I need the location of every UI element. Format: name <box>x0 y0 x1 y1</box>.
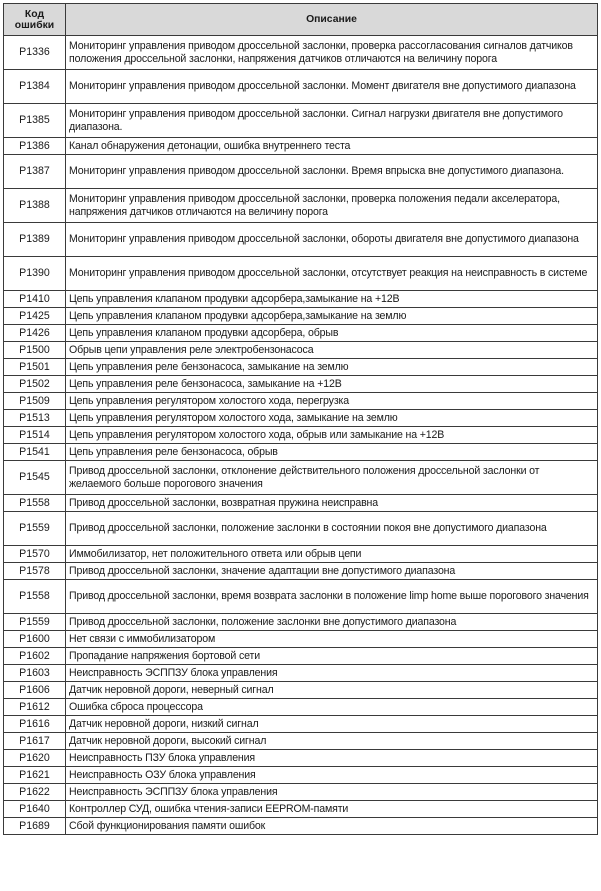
error-code-cell: P1502 <box>4 376 66 393</box>
table-row <box>4 376 598 393</box>
column-header-code-line2: ошибки <box>14 19 55 31</box>
error-description-cell: Обрыв цепи управления реле электробензонасоса <box>66 342 598 359</box>
error-code-cell: P1602 <box>4 648 66 665</box>
table-row <box>4 427 598 444</box>
error-description-cell: Датчик неровной дороги, неверный сигнал <box>66 682 598 699</box>
table-row <box>4 342 598 359</box>
table-row <box>4 665 598 682</box>
table-row <box>4 614 598 631</box>
error-code-cell: P1514 <box>4 427 66 444</box>
error-description-cell: Неисправность ОЗУ блока управления <box>66 767 598 784</box>
table-row <box>4 801 598 818</box>
error-code-cell: P1509 <box>4 393 66 410</box>
error-code-cell: P1501 <box>4 359 66 376</box>
error-description-cell: Мониторинг управления приводом дроссельной заслонки, проверка положения педали акселератора, напряжения датчиков отличаются на величину порога <box>66 189 598 223</box>
table-row <box>4 359 598 376</box>
error-description-cell: Цепь управления реле бензонасоса, обрыв <box>66 444 598 461</box>
error-code-cell: P1616 <box>4 716 66 733</box>
error-code-cell: P1545 <box>4 461 66 495</box>
error-description-cell: Привод дроссельной заслонки, возвратная пружина неисправна <box>66 495 598 512</box>
error-description-cell: Цепь управления реле бензонасоса, замыкание на землю <box>66 359 598 376</box>
error-description-cell: Мониторинг управления приводом дроссельной заслонки. Момент двигателя вне допустимого диапазона <box>66 70 598 104</box>
table-row <box>4 138 598 155</box>
error-description-cell: Сбой функционирования памяти ошибок <box>66 818 598 835</box>
error-description-cell: Контроллер СУД, ошибка чтения-записи EEPROM-памяти <box>66 801 598 818</box>
table-row <box>4 444 598 461</box>
table-row <box>4 393 598 410</box>
error-description-cell: Неисправность ЭСППЗУ блока управления <box>66 665 598 682</box>
table-row <box>4 70 598 104</box>
error-description-cell: Цепь управления клапаном продувки адсорбера, обрыв <box>66 325 598 342</box>
error-code-cell: P1559 <box>4 512 66 546</box>
error-description-cell: Мониторинг управления приводом дроссельной заслонки, проверка рассогласования сигналов датчиков положения дроссельной заслонки, напряжения датчиков отличаются на величину порога <box>66 36 598 70</box>
table-row <box>4 699 598 716</box>
table-row <box>4 784 598 801</box>
error-code-cell: P1621 <box>4 767 66 784</box>
error-code-cell: P1426 <box>4 325 66 342</box>
error-description-cell: Привод дроссельной заслонки, положение заслонки в состоянии покоя вне допустимого диапазона <box>66 512 598 546</box>
column-header-code-line1: Код <box>24 8 45 20</box>
column-header-code <box>4 4 66 36</box>
table-row <box>4 716 598 733</box>
table-row <box>4 291 598 308</box>
error-description-cell: Ошибка сброса процессора <box>66 699 598 716</box>
error-code-cell: P1425 <box>4 308 66 325</box>
error-description-cell: Мониторинг управления приводом дроссельной заслонки. Время впрыска вне допустимого диапазона. <box>66 155 598 189</box>
error-description-cell: Цепь управления клапаном продувки адсорбера,замыкание на +12В <box>66 291 598 308</box>
error-code-cell: P1390 <box>4 257 66 291</box>
table-row <box>4 580 598 614</box>
error-code-cell: P1620 <box>4 750 66 767</box>
table-row <box>4 631 598 648</box>
error-codes-table <box>3 3 598 835</box>
error-code-cell: P1622 <box>4 784 66 801</box>
error-description-cell: Привод дроссельной заслонки, значение адаптации вне допустимого диапазона <box>66 563 598 580</box>
error-code-cell: P1513 <box>4 410 66 427</box>
error-code-cell: P1578 <box>4 563 66 580</box>
table-row <box>4 189 598 223</box>
error-description-cell: Мониторинг управления приводом дроссельной заслонки, обороты двигателя вне допустимого диапазона <box>66 223 598 257</box>
error-code-cell: P1617 <box>4 733 66 750</box>
error-code-cell: P1600 <box>4 631 66 648</box>
error-description-cell: Неисправность ПЗУ блока управления <box>66 750 598 767</box>
error-description-cell: Пропадание напряжения бортовой сети <box>66 648 598 665</box>
error-code-cell: P1606 <box>4 682 66 699</box>
error-description-cell: Мониторинг управления приводом дроссельной заслонки, отсутствует реакция на неисправность в системе <box>66 257 598 291</box>
table-row <box>4 682 598 699</box>
error-description-cell: Иммобилизатор, нет положительного ответа или обрыв цепи <box>66 546 598 563</box>
table-row <box>4 546 598 563</box>
table-row <box>4 733 598 750</box>
error-description-cell: Привод дроссельной заслонки, отклонение действительного положения дроссельной заслонки от желаемого больше порогового значения <box>66 461 598 495</box>
table-row <box>4 155 598 189</box>
error-description-cell: Привод дроссельной заслонки, положение заслонки вне допустимого диапазона <box>66 614 598 631</box>
column-header-description: Описание <box>66 4 598 36</box>
error-code-cell: P1640 <box>4 801 66 818</box>
error-description-cell: Неисправность ЭСППЗУ блока управления <box>66 784 598 801</box>
error-description-cell: Датчик неровной дороги, низкий сигнал <box>66 716 598 733</box>
error-code-cell: P1689 <box>4 818 66 835</box>
error-description-cell: Датчик неровной дороги, высокий сигнал <box>66 733 598 750</box>
error-description-cell: Мониторинг управления приводом дроссельной заслонки. Сигнал нагрузки двигателя вне допустимого диапазона. <box>66 104 598 138</box>
table-row <box>4 767 598 784</box>
table-row <box>4 410 598 427</box>
table-row <box>4 648 598 665</box>
error-description-cell: Цепь управления регулятором холостого хода, замыкание на землю <box>66 410 598 427</box>
error-code-cell: P1500 <box>4 342 66 359</box>
error-description-cell: Цепь управления клапаном продувки адсорбера,замыкание на землю <box>66 308 598 325</box>
error-description-cell: Канал обнаружения детонации, ошибка внутреннего теста <box>66 138 598 155</box>
error-code-cell: P1336 <box>4 36 66 70</box>
table-row <box>4 308 598 325</box>
error-code-cell: P1603 <box>4 665 66 682</box>
table-row <box>4 495 598 512</box>
error-code-cell: P1612 <box>4 699 66 716</box>
table-row <box>4 818 598 835</box>
error-code-cell: P1570 <box>4 546 66 563</box>
error-code-cell: P1558 <box>4 580 66 614</box>
error-description-cell: Цепь управления регулятором холостого хода, перегрузка <box>66 393 598 410</box>
error-code-cell: P1388 <box>4 189 66 223</box>
error-description-cell: Цепь управления регулятором холостого хода, обрыв или замыкание на +12В <box>66 427 598 444</box>
error-description-cell: Нет связи с иммобилизатором <box>66 631 598 648</box>
error-codes-table-container <box>3 3 598 835</box>
table-body <box>4 36 598 835</box>
error-code-cell: P1387 <box>4 155 66 189</box>
table-row <box>4 461 598 495</box>
error-code-cell: P1384 <box>4 70 66 104</box>
error-code-cell: P1385 <box>4 104 66 138</box>
table-row <box>4 325 598 342</box>
table-header-row <box>4 4 598 36</box>
error-code-cell: P1386 <box>4 138 66 155</box>
table-row <box>4 257 598 291</box>
error-code-cell: P1541 <box>4 444 66 461</box>
table-row <box>4 223 598 257</box>
error-code-cell: P1410 <box>4 291 66 308</box>
table-row <box>4 36 598 70</box>
error-code-cell: P1558 <box>4 495 66 512</box>
table-row <box>4 104 598 138</box>
table-row <box>4 750 598 767</box>
error-code-cell: P1559 <box>4 614 66 631</box>
error-description-cell: Цепь управления реле бензонасоса, замыкание на +12В <box>66 376 598 393</box>
error-code-cell: P1389 <box>4 223 66 257</box>
table-row <box>4 563 598 580</box>
table-row <box>4 512 598 546</box>
error-description-cell: Привод дроссельной заслонки, время возврата заслонки в положение limp home выше порогового значения <box>66 580 598 614</box>
